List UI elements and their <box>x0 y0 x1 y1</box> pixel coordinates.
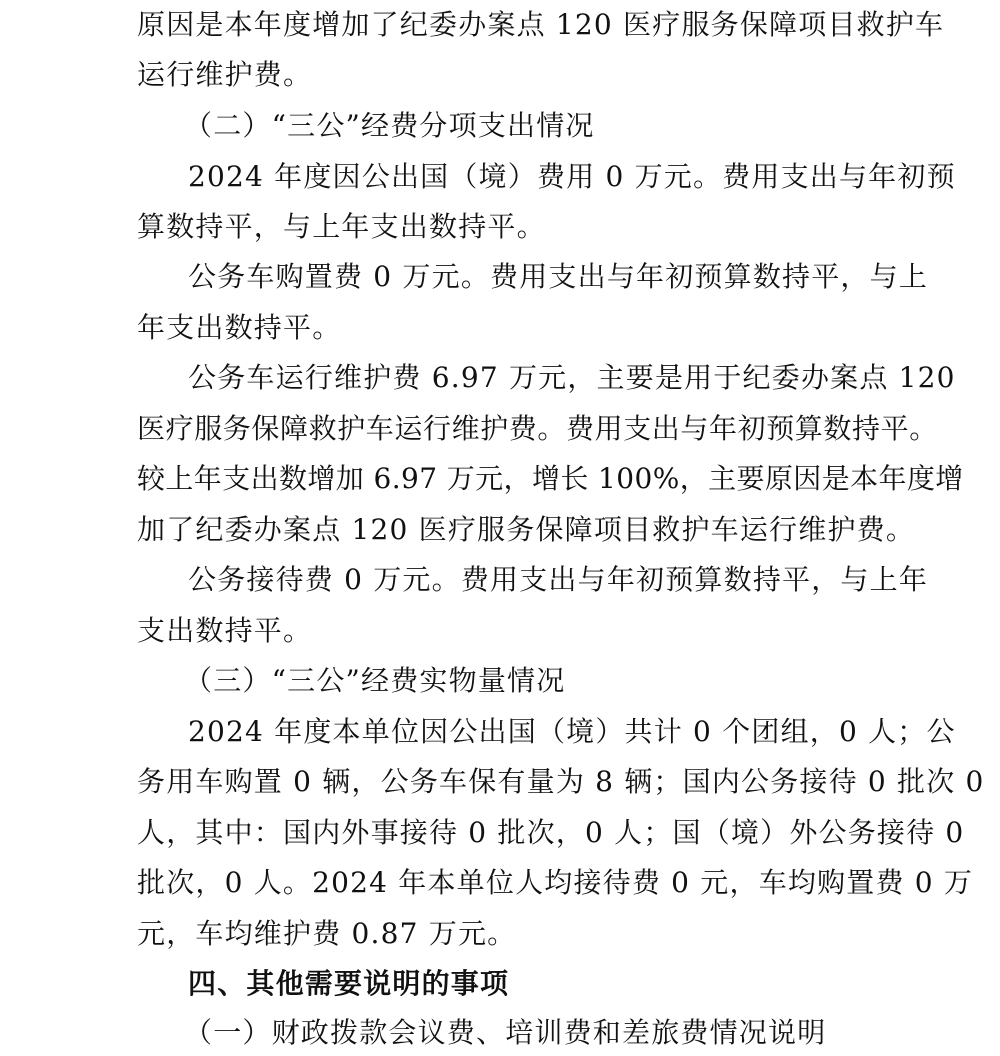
body-text-line: 原因是本年度增加了纪委办案点 120 医疗服务保障项目救护车 <box>137 8 945 41</box>
body-text-line: 2024 年度因公出国（境）费用 0 万元。费用支出与年初预 <box>188 160 956 193</box>
body-text-line: 算数持平，与上年支出数持平。 <box>137 210 546 243</box>
body-text-line: 公务车购置费 0 万元。费用支出与年初预算数持平，与上 <box>188 260 929 293</box>
body-text-line: 运行维护费。 <box>137 58 313 91</box>
subsection-heading: （三）“三公”经费实物量情况 <box>184 664 566 697</box>
body-text-line: 人，其中：国内外事接待 0 批次，0 人；国（境）外公务接待 0 <box>137 816 965 849</box>
body-text-line: 元，车均维护费 0.87 万元。 <box>137 917 517 950</box>
subsection-heading: （二）“三公”经费分项支出情况 <box>184 109 595 142</box>
body-text-line: 批次，0 人。2024 年本单位人均接待费 0 元，车均购置费 0 万 <box>137 866 974 899</box>
body-text-line: 2024 年度本单位因公出国（境）共计 0 个团组，0 人；公 <box>188 715 956 748</box>
body-text-line: 医疗服务保障救护车运行维护费。费用支出与年初预算数持平。 <box>137 412 938 445</box>
body-text-line: 较上年支出数增加 6.97 万元，增长 100%，主要原因是本年度增 <box>137 462 964 495</box>
body-text-line: 支出数持平。 <box>137 614 313 647</box>
body-text-line: 加了纪委办案点 120 医疗服务保障项目救护车运行维护费。 <box>137 513 916 546</box>
body-text-line: 务用车购置 0 辆，公务车保有量为 8 辆；国内公务接待 0 批次 0 <box>137 765 985 798</box>
body-text-line: 年支出数持平。 <box>137 311 342 344</box>
body-text-line: 公务接待费 0 万元。费用支出与年初预算数持平，与上年 <box>188 563 929 596</box>
body-text-line: 公务车运行维护费 6.97 万元，主要是用于纪委办案点 120 <box>188 361 956 394</box>
subsection-heading: （一）财政拨款会议费、培训费和差旅费情况说明 <box>184 1016 827 1049</box>
section-heading: 四、其他需要说明的事项 <box>188 967 510 1000</box>
